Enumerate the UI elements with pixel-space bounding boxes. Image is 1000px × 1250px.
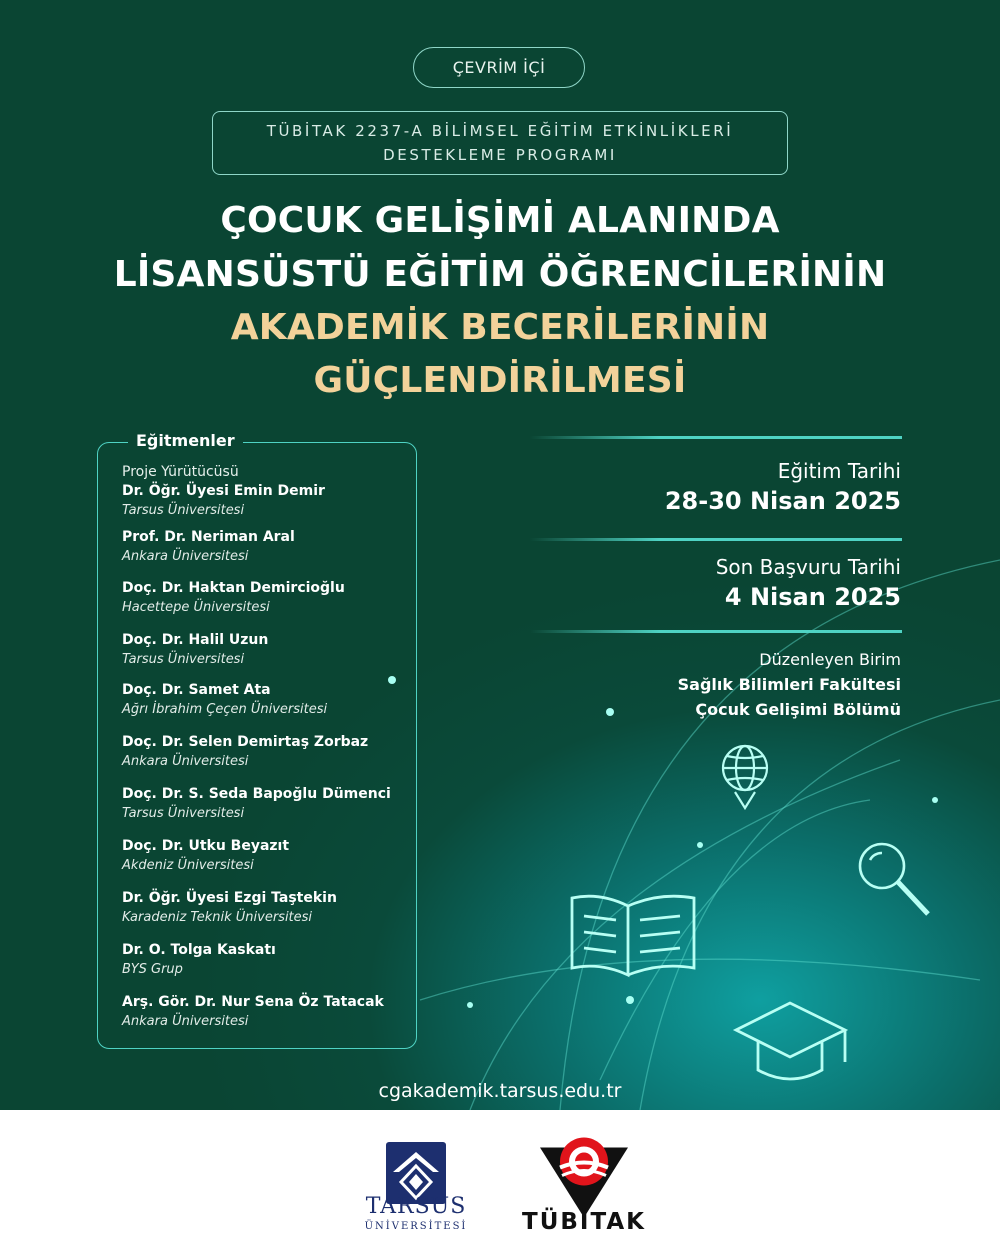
trainer-item [122,579,412,617]
program-line-2: DESTEKLEME PROGRAMI [383,146,617,164]
trainer-institution: Ankara Üniversitesi [122,1014,249,1029]
trainer-name: Arş. Gör. Dr. Nur Sena Öz Tatacak [122,994,384,1010]
trainer-item [122,631,412,669]
glow-dot [467,1002,473,1008]
trainer-name: Dr. O. Tolga Kaskatı [122,942,276,958]
trainer-institution: Tarsus Üniversitesi [122,503,245,518]
program-line-1: TÜBİTAK 2237-A BİLİMSEL EĞİTİM ETKİNLİKLERİ [266,122,734,140]
title-line-1: ÇOCUK GELİŞİMİ ALANINDA [220,200,780,241]
executive-label: Proje Yürütücüsü [122,464,239,480]
trainer-list [122,463,412,1045]
tarsus-university-subtitle: ÜNİVERSİTESİ [364,1221,468,1232]
training-date-label: Eğitim Tarihi [777,459,901,483]
trainer-institution: Tarsus Üniversitesi [122,806,245,821]
training-date: 28-30 Nisan 2025 [664,487,901,515]
trainer-name: Doç. Dr. Halil Uzun [122,632,269,648]
magnifier-icon [860,844,928,914]
title-line-4: GÜÇLENDİRİLMESİ [313,360,687,401]
deadline-block [716,553,901,613]
deadline-label: Son Başvuru Tarihi [715,555,901,579]
arc-line [470,760,900,1110]
divider-line [530,630,902,633]
trainer-institution: BYS Grup [122,962,183,977]
trainer-name: Doç. Dr. Samet Ata [122,682,271,698]
tarsus-university-name: TARSUS [365,1194,467,1219]
organizer-department: Çocuk Gelişimi Bölümü [695,700,901,719]
trainer-item [122,941,412,979]
glow-dot [932,797,938,803]
trainer-item [122,681,412,719]
title-line-3: AKADEMİK BECERİLERİNİN [230,307,770,348]
trainer-name: Doç. Dr. Utku Beyazıt [122,838,290,854]
divider-line [530,436,902,439]
graduation-cap-icon [736,1003,845,1079]
title-line-2: LİSANSÜSTÜ EĞİTİM ÖĞRENCİLERİNİN [113,254,887,295]
trainer-institution: Ağrı İbrahim Çeçen Üniversitesi [122,702,328,717]
trainer-name: Dr. Öğr. Üyesi Ezgi Taştekin [122,890,337,906]
tubitak-name: TÜBİTAK [522,1209,646,1235]
trainer-institution: Ankara Üniversitesi [122,754,249,769]
organizer-faculty: Sağlık Bilimleri Fakültesi [677,675,901,694]
trainer-name: Doç. Dr. Haktan Demircioğlu [122,580,345,596]
organizer-label: Düzenleyen Birim [759,650,901,669]
divider-line [530,538,902,541]
deadline-date: 4 Nisan 2025 [724,583,901,611]
trainer-institution: Karadeniz Teknik Üniversitesi [122,910,313,925]
footer [0,1110,1000,1250]
organizer-block [678,647,901,722]
trainer-item [122,482,412,520]
arc-line [420,959,980,1000]
glow-dot [697,842,703,848]
trainer-item [122,993,412,1031]
program-box [212,111,788,175]
trainer-name: Doç. Dr. Selen Demirtaş Zorbaz [122,734,369,750]
trainer-institution: Tarsus Üniversitesi [122,652,245,667]
trainer-item [122,528,412,566]
glow-dot [606,708,614,716]
trainer-institution: Akdeniz Üniversitesi [122,858,254,873]
globe-pin-icon [723,746,767,808]
online-badge: ÇEVRİM İÇİ [413,47,585,88]
trainer-item [122,785,412,823]
trainer-institution: Ankara Üniversitesi [122,549,249,564]
trainer-item [122,733,412,771]
trainer-name: Prof. Dr. Neriman Aral [122,529,295,545]
trainer-name: Doç. Dr. S. Seda Bapoğlu Dümenci [122,786,391,802]
glow-dot [626,996,634,1004]
training-date-block [665,457,901,517]
trainer-item [122,889,412,927]
website-link[interactable]: cgakademik.tarsus.edu.tr [378,1080,622,1102]
trainer-institution: Hacettepe Üniversitesi [122,600,270,615]
trainer-item [122,837,412,875]
trainer-name: Dr. Öğr. Üyesi Emin Demir [122,483,325,499]
trainers-heading: Eğitmenler [128,430,243,452]
